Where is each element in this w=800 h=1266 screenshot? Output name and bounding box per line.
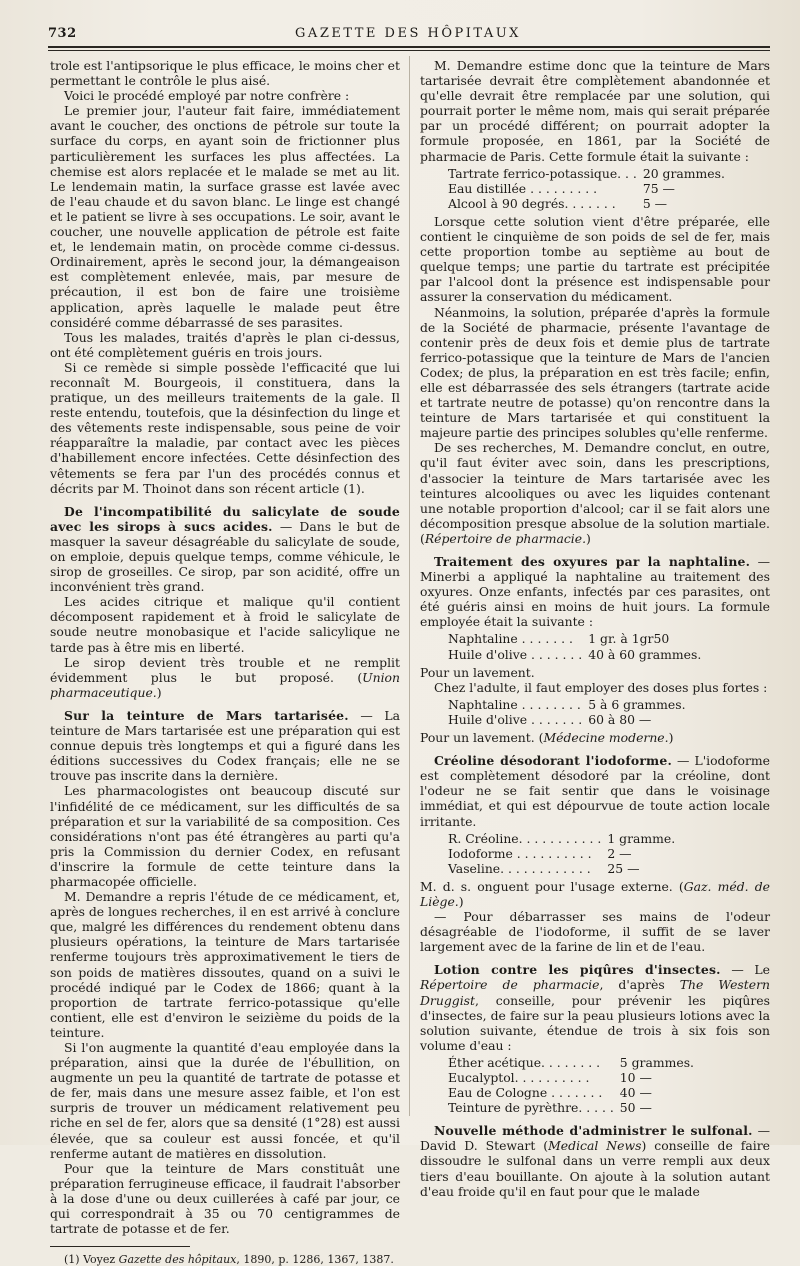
formula-quantity: 75 — — [642, 180, 675, 196]
text-run: Le sirop devient très trouble et ne remplit évidemment plus le but proposé. ( — [50, 654, 400, 685]
text-run: ) — [156, 684, 162, 700]
article-salicylate — [50, 504, 400, 595]
formula-quantity: 10 — — [619, 1070, 652, 1085]
text-run: , conseille, pour prévenir les piqûres d'insectes, de faire sur la peau plusieurs lotions avec la solution suivante, étendue de trois à six fois son volume d'eau : — [420, 992, 770, 1053]
source-citation: Médecine moderne. — [543, 730, 669, 746]
paragraph: Néanmoins, la solution, préparée d'après la formule de la Société de pharmacie, présente l'avantage de contenir près de deux fois et demie plus de tartrate ferrico-potassique que la teinture de Mars de l'ancien Codex; de plus, la préparation en est très facile; enfin, elle est débarrassée des sels étrangers (tartrate acide et tartrate neutre de potasse) qu'on rencontre dans la teinture de Mars tartarisée et qui constituent la majeure partie des principes solubles qu'elle renferme. — [420, 304, 770, 441]
formula-row — [448, 166, 725, 181]
formula-ingredient: Eau de Cologne . . . . . . . — [448, 1085, 603, 1101]
text-run: M. d. s. onguent pour l'usage externe. ( — [420, 878, 684, 894]
formula-quantity: 1 gr. à 1gr50 — [588, 631, 670, 647]
formula-row — [448, 846, 675, 861]
formula-table — [448, 697, 686, 727]
journal-title: GAZETTE DES HÔPITAUX — [295, 26, 521, 41]
formula-ingredient: Huile d'olive . . . . . . . — [448, 711, 583, 727]
paragraph — [420, 440, 770, 546]
text-run: ) conseille de faire dissoudre le sulfonal dans un verre rempli aux deux tiers d'eau bouillante. On ajoute à la solution autant d'eau froide qu'il en faut pour que le malade — [420, 1138, 770, 1199]
source-citation: Gazette des hôpitaux — [118, 1253, 237, 1266]
formula-row — [448, 712, 686, 727]
formula-row — [448, 631, 701, 646]
source-citation: Medical News — [548, 1138, 642, 1154]
formula-quantity: 2 — — [607, 845, 632, 861]
formula-row — [448, 181, 725, 196]
formula-row — [448, 1100, 694, 1115]
paragraph: M. Demandre a repris l'étude de ce médicament, et, après de longues recherches, il en est arrivé à conclure que, malgré les différences du rendement obtenu dans plusieurs opérations, la teinture de Mars tartarisée renferme toujours très approximativement le tiers de son poids de matières dissoutes, quand on a suivi le procédé indiqué par le Codex de 1866; quant à la proportion de tartrate ferrico-potassique qu'elle contient, elle est d'environ le seizième du poids de la teinture. — [50, 889, 400, 1040]
formula-ingredient: Naphtaline . . . . . . . . — [448, 696, 581, 712]
paragraph — [420, 730, 770, 745]
paragraph: Si l'on augmente la quantité d'eau employée dans la préparation, ainsi que la durée de l'ébullition, on augmente un peu la quantité de tartrate de potasse et de fer, mais dans une mesure assez faible, et l'on est surpris de trouver un médicament relativement peu riche en sel de fer, alors que sa densité (1°28) est aussi élevée, que sa couleur est aussi foncée, et qu'il renferme autant de matières en dissolution. — [50, 1040, 400, 1161]
formula-quantity: 25 — — [607, 860, 640, 876]
formula-table — [448, 1055, 694, 1115]
paragraph: Chez l'adulte, il faut employer des doses plus fortes : — [434, 679, 768, 695]
text-run: ) — [458, 893, 464, 909]
text-run: — David D. Stewart ( — [420, 1123, 770, 1154]
page-header — [48, 26, 768, 44]
section-heading: Lotion contre les piqûres d'insectes. — [434, 962, 721, 978]
formula-row — [448, 831, 675, 846]
formula-row — [448, 1070, 694, 1085]
article-sulfonal — [420, 1123, 770, 1198]
formula-ingredient: Eau distillée . . . . . . . . . — [448, 180, 598, 196]
article-lotion-insectes — [420, 962, 770, 1053]
formula-ingredient: Vaseline. . . . . . . . . . . . — [448, 860, 591, 876]
text-run: De ses recherches, M. Demandre conclut, en outre, qu'il faut éviter avec soin, dans les prescriptions, d'associer la teinture de Mars tartarisée avec les teintures alcooliques ou avec les liquides contenant une notable proportion d'alcool; car il se fait alors une décomposition presque absolue de la solution martiale. ( — [420, 440, 770, 546]
source-citation: Répertoire de pharmacie — [420, 977, 600, 993]
article-creoline — [420, 753, 770, 828]
footnote-rule — [50, 1246, 190, 1247]
paragraph: Les acides citrique et malique qu'il contient décomposent rapidement et à froid le salicylate de soude neutre monobasique et l'acide salicylique ne tarde pas à être mis en liberté. — [50, 594, 400, 655]
section-heading: Traitement des oxyures par la naphtaline. — [434, 554, 751, 569]
formula-ingredient: Teinture de pyrèthre. . . . . — [448, 1100, 614, 1116]
page-number: 732 — [48, 26, 77, 41]
paragraph: Tous les malades, traités d'après le plan ci-dessus, ont été complètement guéris en trois jours. — [50, 329, 400, 360]
source-citation: Union pharmaceutique. — [50, 669, 400, 700]
paragraph — [50, 655, 400, 700]
formula-quantity: 40 — — [619, 1085, 652, 1101]
formula-quantity: 20 grammes. — [642, 165, 725, 181]
section-heading: Sur la teinture de Mars tartarisée. — [64, 707, 349, 723]
formula-quantity: 5 grammes. — [619, 1054, 694, 1070]
section-text: — La teinture de Mars tartarisée est une préparation qui est connue depuis très longtemps et qui a figuré dans les éditions successives du Codex français; elle ne se trouve pas inscrite dans la dernière. — [50, 707, 401, 784]
section-heading: Nouvelle méthode d'administrer le sulfonal. — [434, 1123, 753, 1139]
paragraph: Le premier jour, l'auteur fait faire, immédiatement avant le coucher, des onctions de pétrole sur toute la surface du corps, en ayant soin de frictionner plus particulièrement les surfaces les plus affectées. La chemise est alors replacée et le malade se met au lit. Le lendemain matin, la surface grasse est lavée avec de l'eau chaude et du savon blanc. Le linge est changé et le patient se livre à ses occupations. Le soir, avant le coucher, une nouvelle application de pétrole est faite et, le lendemain matin, on procède comme ci-dessus. Ordinairement, après le second jour, la démangeaison est complètement enlevée, mais, par mesure de précaution, il est bon de faire une troisième application, après laquelle le malade peut être considéré comme débarrassé de ses parasites. — [50, 103, 400, 330]
formula-table — [448, 831, 675, 876]
source-citation: Répertoire de pharmacie. — [424, 530, 587, 546]
formula-quantity: 1 gramme. — [607, 830, 676, 846]
left-column — [50, 58, 400, 1266]
formula-ingredient: Naphtaline . . . . . . . — [448, 631, 573, 647]
formula-ingredient: Alcool à 90 degrés. . . . . . . — [448, 195, 616, 211]
text-run: ) — [586, 530, 591, 546]
formula-ingredient: R. Créoline. . . . . . . . . . . — [448, 830, 602, 846]
footnote — [50, 1253, 400, 1266]
text-run: ) — [668, 730, 674, 746]
article-teinture-mars — [50, 708, 400, 783]
formula-quantity: 5 — — [642, 195, 668, 211]
header-rule — [48, 46, 770, 48]
paragraph: Les pharmacologistes ont beaucoup discuté sur l'infidélité de ce médicament, sur les difficultés de sa préparation et sur la variabilité de sa composition. Ces considérations n'ont pas été étrangères au parti qu'a pris la Commission du dernier Codex, en refusant d'inscrire la formule de cette teinture dans la pharmacopée officielle. — [50, 783, 400, 889]
formula-ingredient: Huile d'olive . . . . . . . — [448, 646, 583, 662]
header-rule-thin — [48, 50, 770, 51]
formula-ingredient: Iodoforme . . . . . . . . . . — [448, 845, 592, 861]
formula-quantity: 50 — — [619, 1100, 652, 1116]
paragraph: Voici le procédé employé par notre confrère : — [64, 88, 350, 104]
paragraph: trole est l'antipsorique le plus efficace, le moins cher et permettant le contrôle le plus aisé. — [50, 58, 400, 89]
right-column — [420, 58, 770, 1199]
section-heading: Créoline désodorant l'iodoforme. — [434, 753, 672, 769]
text-run: (1) Voyez — [64, 1253, 119, 1266]
paragraph: M. Demandre estime donc que la teinture de Mars tartarisée devrait être complètement abandonnée et qu'elle devrait être remplacée par une solution, qui pourrait porter le même nom, mais qui serait préparée par un procédé différent; on pourrait adopter la formule proposée, en 1861, par la Société de pharmacie de Paris. Cette formule était la suivante : — [420, 58, 770, 164]
formula-row — [448, 1055, 694, 1070]
formula-row — [448, 861, 675, 876]
formula-quantity: 60 à 80 — — [588, 711, 652, 727]
source-citation: The Western Druggist — [420, 977, 770, 1008]
paragraph: Pour un lavement. — [420, 664, 535, 680]
section-text: — Dans le but de masquer la saveur désagréable du salicylate de soude, on emploie, depuis quelque temps, comme véhicule, le sirop de groseilles. Ce sirop, par son acidité, offre un inconvénient très grand. — [50, 518, 400, 595]
formula-table — [448, 631, 701, 661]
text-run: Pour un lavement. ( — [420, 730, 544, 746]
section-heading: De l'incompatibilité du salicylate de soude avec les sirops à sucs acides. — [50, 503, 400, 534]
formula-row — [448, 196, 725, 211]
column-separator — [409, 56, 410, 1116]
formula-ingredient: Eucalyptol. . . . . . . . . . — [448, 1070, 590, 1085]
text-run: , d'après — [599, 977, 680, 993]
source-citation: Gaz. méd. de Liège. — [420, 878, 770, 909]
formula-quantity: 40 à 60 grammes. — [588, 646, 702, 662]
paragraph: — Pour débarrasser ses mains de l'odeur désagréable de l'iodoforme, il suffit de se laver largement avec de la farine de lin et de l'eau. — [420, 909, 770, 955]
paragraph: Si ce remède si simple possède l'efficacité que lui reconnaît M. Bourgeois, il constituera, dans la pratique, un des meilleurs traitements de la gale. Il reste entendu, toutefois, que la désinfection du linge et des vêtements reste indispensable, sous peine de voir réapparaître la maladie, par contact avec les pièces d'habillement encore infectées. Cette désinfection des vêtements se fera par l'un des procédés connus et décrits par M. Thoinot dans son récent article (1). — [50, 359, 400, 496]
formula-row — [448, 1085, 694, 1100]
text-run: , 1890, p. 1286, 1367, 1387. — [236, 1253, 394, 1266]
article-oxyures — [420, 554, 770, 629]
formula-quantity: 5 à 6 grammes. — [588, 696, 686, 712]
formula-ingredient: Éther acétique. . . . . . . . — [448, 1054, 601, 1070]
section-text: — Minerbi a appliqué la naphtaline au traitement des oxyures. Onze enfants, infectés par ces parasites, ont été guéris ainsi en moins de huit jours. La formule employée était la suivante : — [420, 554, 770, 630]
paragraph — [420, 879, 770, 909]
text-run: — Le — [720, 962, 770, 978]
formula-row — [448, 647, 701, 662]
formula-row — [448, 697, 686, 712]
paragraph: Lorsque cette solution vient d'être préparée, elle contient le cinquième de son poids de sel de fer, mais cette proportion tombe au septième au bout de quelque temps; une partie du tartrate est précipitée par l'alcool dont la présence est indispensable pour assurer la conservation du médicament. — [420, 213, 770, 305]
formula-ingredient: Tartrate ferrico-potassique. . . — [448, 165, 637, 181]
formula-table — [448, 166, 725, 211]
paragraph: Pour que la teinture de Mars constituât une préparation ferrugineuse efficace, il faudrait l'absorber à la dose d'une ou deux cuillerées à café par jour, ce qui correspondrait à 35 ou 70 centigrammes de tartrate de potasse et de fer. — [50, 1160, 400, 1237]
section-text: — L'iodoforme est complètement désodoré par la créoline, dont l'odeur ne se fait sentir que dans le voisinage immédiat, et qui est dépourvue de toute action locale irritante. — [420, 753, 770, 829]
